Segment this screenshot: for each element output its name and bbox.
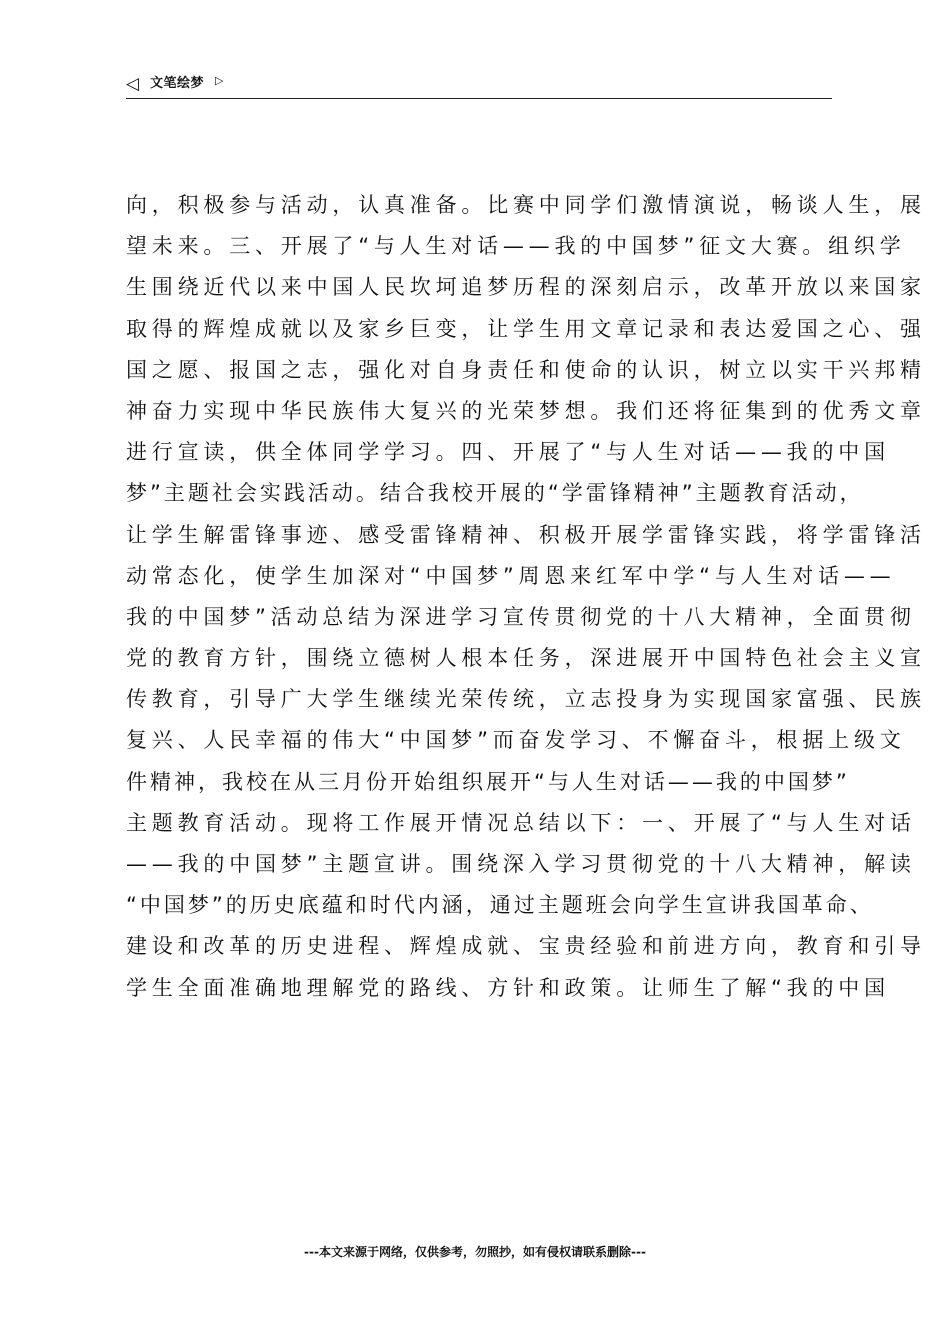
body-line: 国之愿、报国之志，强化对自身责任和使命的认识，树立以实干兴邦精 xyxy=(126,357,926,382)
body-line: 让学生解雷锋事迹、感受雷锋精神、积极开展学雷锋实践，将学雷锋活 xyxy=(126,522,926,547)
document-body xyxy=(126,185,926,1009)
body-line: ——我的中国梦”主题宣讲。围绕深入学习贯彻党的十八大精神，解读 xyxy=(126,852,916,876)
body-line: 神奋力实现中华民族伟大复兴的光荣梦想。我们还将征集到的优秀文章 xyxy=(126,398,926,423)
triangle-left-icon: ◁ xyxy=(126,74,140,94)
body-line: 建设和改革的历史进程、辉煌成就、宝贵经验和前进方向，教育和引导 xyxy=(126,934,926,959)
body-line: 生围绕近代以来中国人民坎坷追梦历程的深刻启示，改革开放以来国家 xyxy=(126,275,926,300)
body-line: 件精神，我校在从三月份开始组织展开“与人生对话——我的中国梦” xyxy=(126,769,850,794)
body-line: 动常态化，使学生加深对“中国梦”周恩来红军中学“与人生对话—— xyxy=(126,563,896,588)
body-line: 望未来。三、开展了“与人生对话——我的中国梦”征文大赛。组织学 xyxy=(126,234,906,259)
body-line: 进行宣读，供全体同学学习。四、开展了“与人生对话——我的中国 xyxy=(126,440,890,465)
body-line: 学生全面准确地理解党的路线、方针和政策。让师生了解“我的中国 xyxy=(126,975,890,1000)
body-line: 主题教育活动。现将工作展开情况总结以下：一、开展了“与人生对话 xyxy=(126,810,916,835)
triangle-right-icon: ▷ xyxy=(215,74,224,87)
body-line: 向，积极参与活动，认真准备。比赛中同学们激情演说，畅谈人生，展 xyxy=(126,193,926,217)
footer-disclaimer: ---本文来源于网络，仅供参考，勿照抄，如有侵权请联系删除--- xyxy=(304,1245,646,1259)
body-line: 我的中国梦”活动总结为深进学习宣传贯彻党的十八大精神，全面贯彻 xyxy=(126,604,916,629)
body-line: 复兴、人民幸福的伟大“中国梦”而奋发学习、不懈奋斗，根据上级文 xyxy=(126,728,906,753)
body-line: 传教育，引导广大学生继续光荣传统，立志投身为实现国家富强、民族 xyxy=(126,687,926,712)
body-line: 梦”主题社会实践活动。结合我校开展的“学雷锋精神”主题教育活动， xyxy=(126,481,864,506)
header-title: 文笔绘梦 xyxy=(150,76,205,91)
page-header xyxy=(126,72,832,99)
body-line: 党的教育方针，围绕立德树人根本任务，深进展开中国特色社会主义宣 xyxy=(126,646,926,671)
body-line: “中国梦”的历史底蕴和时代内涵，通过主题班会向学生宣讲我国革命、 xyxy=(126,893,874,918)
body-line: 取得的辉煌成就以及家乡巨变，让学生用文章记录和表达爱国之心、强 xyxy=(126,316,926,341)
